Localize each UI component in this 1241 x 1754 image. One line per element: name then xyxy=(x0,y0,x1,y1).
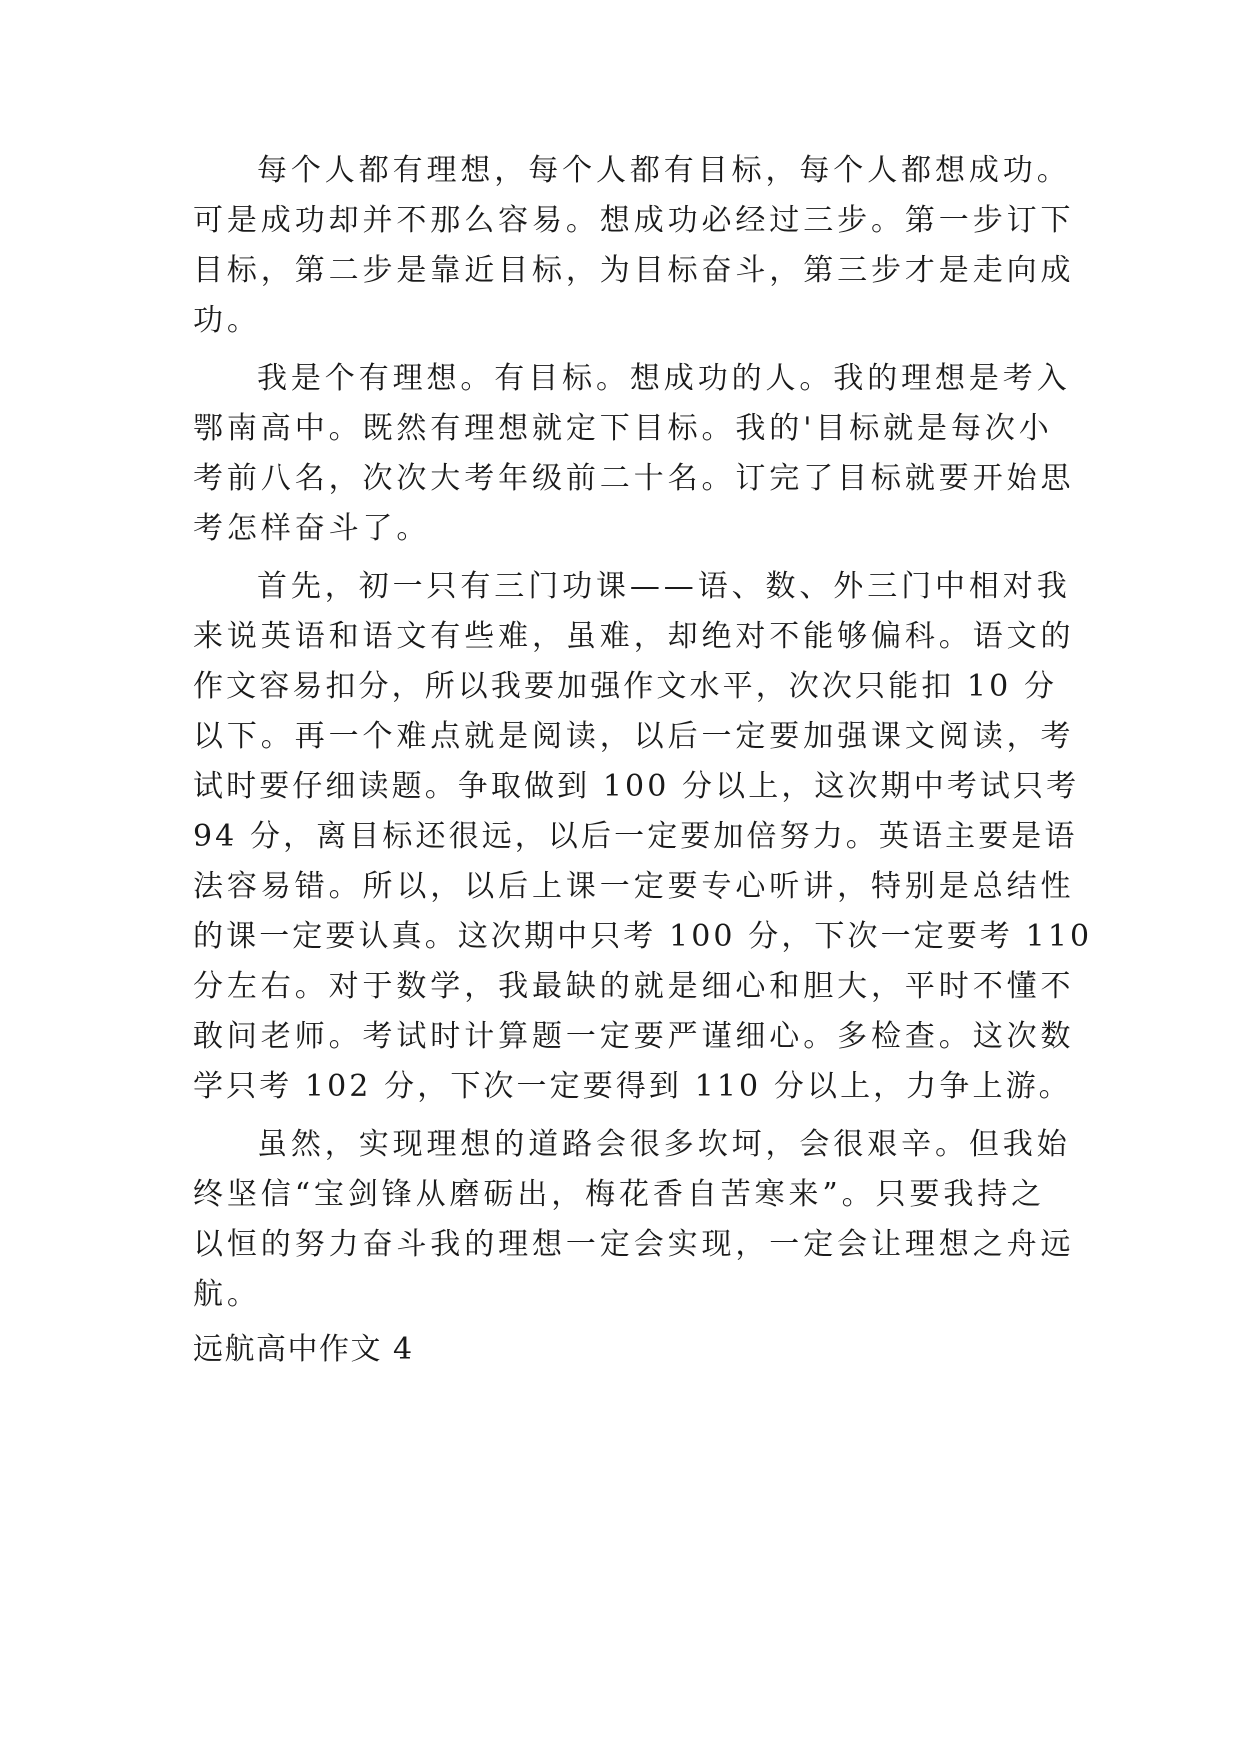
paragraph-2-line-1: 我是个有理想。有目标。想成功的人。我的理想是考入 xyxy=(257,361,1071,396)
paragraph-2-line-3: 考前八名，次次大考年级前二十名。订完了目标就要开始思 xyxy=(193,461,1075,496)
paragraph-4-line-1: 虽然，实现理想的道路会很多坎坷，会很艰辛。但我始 xyxy=(257,1127,1071,1162)
paragraph-1-line-3: 目标，第二步是靠近目标，为目标奋斗，第三步才是走向成 xyxy=(193,253,1075,288)
paragraph-2-line-4: 考怎样奋斗了。 xyxy=(193,511,431,546)
paragraph-3-line-3: 作文容易扣分，所以我要加强作文水平，次次只能扣 10 分 xyxy=(193,669,1058,704)
paragraph-3-line-11: 学只考 102 分，下次一定要得到 110 分以上，力争上游。 xyxy=(193,1069,1072,1104)
paragraph-1-line-1: 每个人都有理想，每个人都有目标，每个人都想成功。 xyxy=(257,153,1071,188)
paragraph-3-line-1: 首先，初一只有三门功课——语、数、外三门中相对我 xyxy=(257,569,1071,604)
paragraph-3-line-4: 以下。再一个难点就是阅读，以后一定要加强课文阅读，考 xyxy=(193,719,1075,754)
paragraph-3-line-9: 分左右。对于数学，我最缺的就是细心和胆大，平时不懂不 xyxy=(193,969,1075,1004)
paragraph-1-line-2: 可是成功却并不那么容易。想成功必经过三步。第一步订下 xyxy=(193,203,1075,238)
paragraph-4-line-2: 终坚信“宝剑锋从磨砺出，梅花香自苦寒来”。只要我持之 xyxy=(193,1177,1046,1212)
paragraph-3-line-5: 试时要仔细读题。争取做到 100 分以上，这次期中考试只考 xyxy=(193,769,1080,804)
paragraph-3-line-8: 的课一定要认真。这次期中只考 100 分，下次一定要考 110 xyxy=(193,919,1093,954)
paragraph-1-line-4: 功。 xyxy=(193,303,261,338)
paragraph-3-line-2: 来说英语和语文有些难，虽难，却绝对不能够偏科。语文的 xyxy=(193,619,1075,654)
paragraph-3-line-6: 94 分，离目标还很远，以后一定要加倍努力。英语主要是语 xyxy=(193,819,1078,854)
section-heading: 远航高中作文 4 xyxy=(193,1332,414,1367)
paragraph-4-line-4: 航。 xyxy=(193,1277,261,1312)
paragraph-3-line-7: 法容易错。所以，以后上课一定要专心听讲，特别是总结性 xyxy=(193,869,1075,904)
paragraph-2-line-2: 鄂南高中。既然有理想就定下目标。我的'目标就是每次小 xyxy=(193,411,1053,446)
paragraph-3-line-10: 敢问老师。考试时计算题一定要严谨细心。多检查。这次数 xyxy=(193,1019,1075,1054)
paragraph-4-line-3: 以恒的努力奋斗我的理想一定会实现，一定会让理想之舟远 xyxy=(193,1227,1075,1262)
